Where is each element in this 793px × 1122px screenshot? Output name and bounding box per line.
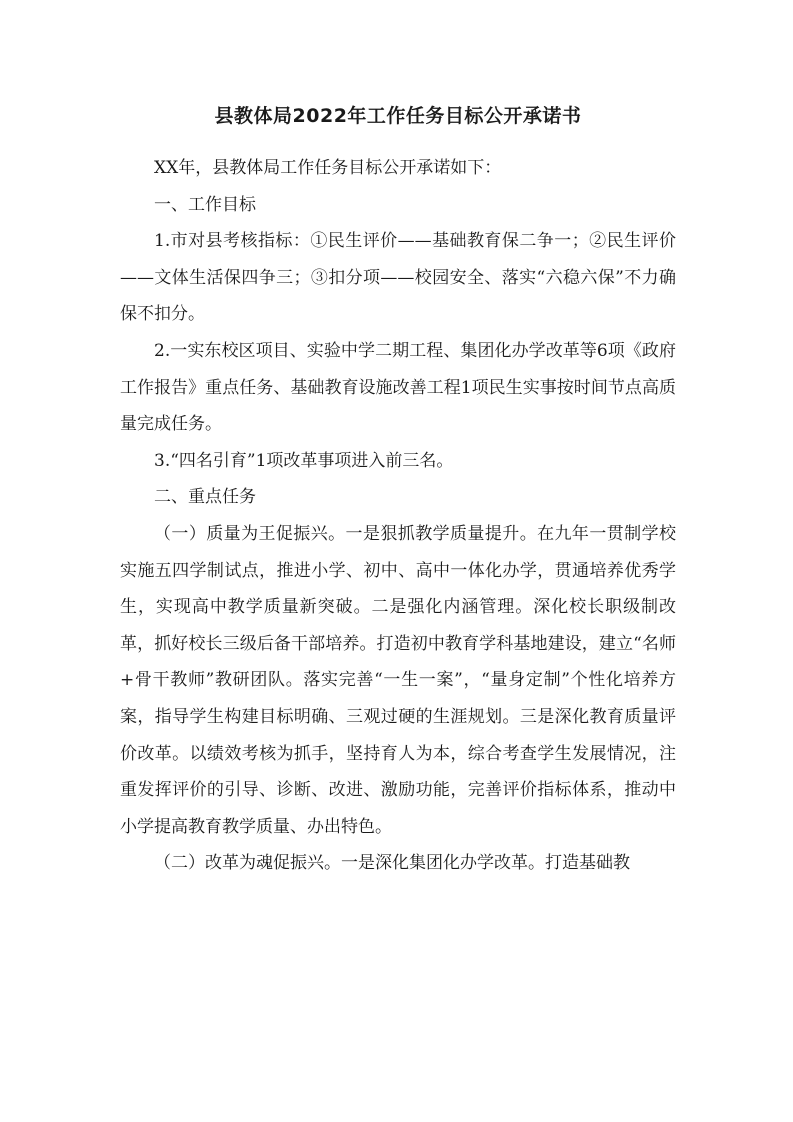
goal-item-3: 3.“四名引育”1项改革事项进入前三名。 <box>154 450 454 471</box>
document-body <box>120 98 676 882</box>
goal-item-2: 2.一实东校区项目、实验中学二期工程、集团化办学改革等6项《政府工作报告》重点任务、基础教育设施改善工程1项民生实事按时间节点高质量完成任务。 <box>120 340 676 435</box>
section-heading-goals: 一、工作目标 <box>154 194 256 215</box>
section-heading-key-tasks: 二、重点任务 <box>154 487 256 508</box>
task-paragraph-reform: （二）改革为魂促振兴。一是深化集团化办学改革。打造基础教 <box>154 853 630 874</box>
intro-paragraph: XX年，县教体局工作任务目标公开承诺如下： <box>154 158 502 178</box>
document-title: 县教体局2022年工作任务目标公开承诺书 <box>214 105 582 127</box>
goal-item-1: 1.市对县考核指标：①民生评价——基础教育保二争一；②民生评价——文体生活保四争三；③扣分项——校园安全、落实“六稳六保”不力确保不扣分。 <box>120 231 676 325</box>
task-paragraph-quality: （一）质量为王促振兴。一是狠抓教学质量提升。在九年一贯制学校实施五四学制试点，推进小学、初中、高中一体化办学，贯通培养优秀学生，实现高中教学质量新突破。二是强化内涵管理。深化校长职级制改革，抓好校长三级后备干部培养。打造初中教育学科基地建设，建立“名师+骨干教师”教研团队。落实完善“一生一案”，“量身定制”个性化培养方案，指导学生构建目标明确、三观过硬的生涯规划。三是深化教育质量评价改革。以绩效考核为抓手，坚持育人为本，综合考查学生发展情况，注重发挥评价的引导、诊断、改进、激励功能，完善评价指标体系，推动中小学提高教育教学质量、办出特色。 <box>120 523 676 837</box>
